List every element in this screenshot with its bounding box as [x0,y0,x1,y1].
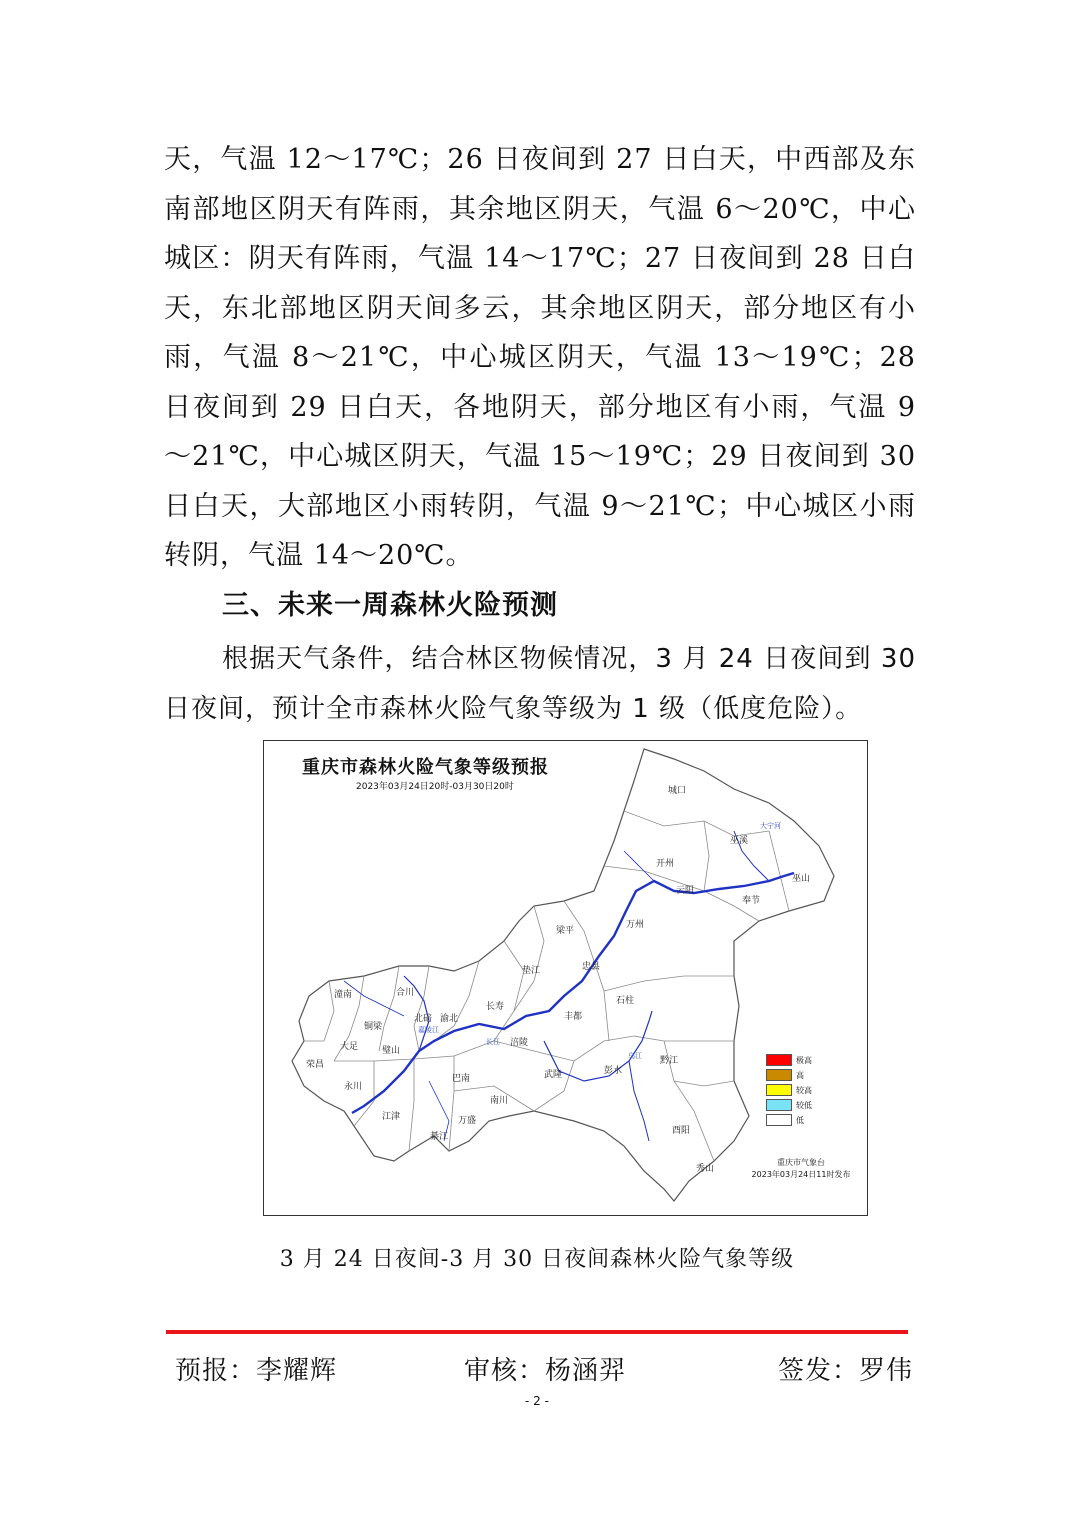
legend-label-fairly-high: 较高 [796,1085,812,1095]
legend-item-fairly-low [766,1098,826,1112]
district-label-kaizhou: 开州 [656,859,675,869]
district-label-yongchuan: 永川 [344,1082,363,1092]
reviewer-signature: 审核：杨涵羿 [464,1356,627,1386]
river-label-daning: 大宁河 [760,822,781,830]
legend-label-fairly-low: 较低 [796,1100,812,1110]
issuer-signature: 签发：罗伟 [778,1356,914,1386]
river-label-yangtze: 长江 [486,1038,500,1046]
legend-item-very-high [766,1053,826,1067]
district-label-yubei: 渝北 [440,1014,459,1024]
district-label-wuxi: 巫溪 [730,836,749,846]
district-label-jiangjin: 江津 [382,1112,401,1122]
footer-divider [166,1330,908,1334]
fire-risk-forecast-paragraph: 根据天气条件，结合林区物候情况，3 月 24 日夜间到 30 日夜间，预计全市森林火险气象等级为 1 级（低度危险）。 [164,644,916,724]
district-label-tongliang: 铜梁 [364,1022,383,1032]
district-label-wulong: 武隆 [544,1070,563,1080]
district-label-fengdu: 丰都 [564,1012,583,1022]
map-legend [766,1053,826,1128]
legend-swatch-fairly-low [766,1099,792,1111]
district-label-shizhu: 石柱 [616,996,635,1006]
district-label-tongnan: 潼南 [334,990,353,1000]
legend-label-very-high: 极高 [796,1055,812,1065]
district-label-banan: 巴南 [452,1074,471,1084]
district-label-pengshui: 彭水 [604,1066,623,1076]
weather-forecast-paragraph: 天，气温 12～17℃；26 日夜间到 27 日白天，中西部及东南部地区阴天有阵雨，其余地区阴天，气温 6～20℃，中心城区：阴天有阵雨，气温 14～17℃；27 日夜间到 28 日白天，东北部地区阴天间多云，其余地区阴天，部分地区有小雨，气温 8～21℃，中心城区阴天，气温 13～19℃；28 日夜间到 29 日白天，各地阴天，部分地区有小雨，气温 9～21℃，中心城区阴天，气温 15～19℃；29 日夜间到 30 日白天，大部地区小雨转阴，气温 9～21℃；中心城区小雨转阴，气温 14～20℃。 [164,144,916,571]
municipality-outline [292,749,834,1201]
district-label-xiushan: 秀山 [696,1164,715,1174]
district-label-beibei: 北碚 [414,1014,433,1024]
district-label-yunyang: 云阳 [676,886,695,896]
district-label-wushan: 巫山 [792,874,811,884]
map-credit-agency: 重庆市气象台 [777,1158,825,1167]
fire-risk-map [263,740,868,1216]
legend-swatch-high [766,1069,792,1081]
figure-caption: 3 月 24 日夜间-3 月 30 日夜间森林火险气象等级 [279,1247,795,1272]
map-credit-issue-time: 2023年03月24日11时发布 [751,1170,851,1179]
district-label-wansheng: 万盛 [458,1116,477,1126]
legend-swatch-low [766,1114,792,1126]
legend-label-low: 低 [796,1115,804,1125]
district-label-dianjiang: 垫江 [522,966,541,976]
district-label-zhongxian: 忠县 [582,962,601,972]
map-credit [746,1157,856,1181]
district-label-fengjie: 奉节 [742,896,761,906]
legend-item-low [766,1113,826,1127]
map-subtitle: 2023年03月24日20时-03月30日20时 [356,782,514,792]
district-label-qijiang: 綦江 [430,1132,449,1142]
legend-swatch-very-high [766,1054,792,1066]
district-label-nanchuan: 南川 [490,1096,509,1106]
legend-label-high: 高 [796,1070,804,1080]
district-label-dazu: 大足 [340,1042,359,1052]
legend-item-high [766,1068,826,1082]
district-label-bishan: 璧山 [382,1046,401,1056]
map-title: 重庆市森林火险气象等级预报 [302,757,549,778]
district-label-hechuan: 合川 [396,988,415,998]
legend-item-fairly-high [766,1083,826,1097]
legend-swatch-fairly-high [766,1084,792,1096]
section-heading: 三、未来一周森林火险预测 [222,590,558,621]
chongqing-map-graphic [264,741,867,1215]
district-label-changshou: 长寿 [486,1002,505,1012]
district-label-youyang: 酉阳 [672,1126,691,1136]
river-label-jialing: 嘉陵江 [418,1026,439,1034]
district-label-qianjiang: 黔江 [660,1056,679,1066]
district-label-rongchang: 荣昌 [306,1060,325,1070]
page-number: - 2 - [525,1394,549,1408]
district-label-chengkou: 城口 [668,786,687,796]
district-label-fuling: 涪陵 [510,1038,529,1048]
district-label-liangping: 梁平 [556,926,575,936]
district-label-wanzhou: 万州 [626,920,645,930]
river-label-wujiang: 乌江 [628,1052,642,1060]
forecaster-signature: 预报：李耀辉 [175,1356,338,1386]
